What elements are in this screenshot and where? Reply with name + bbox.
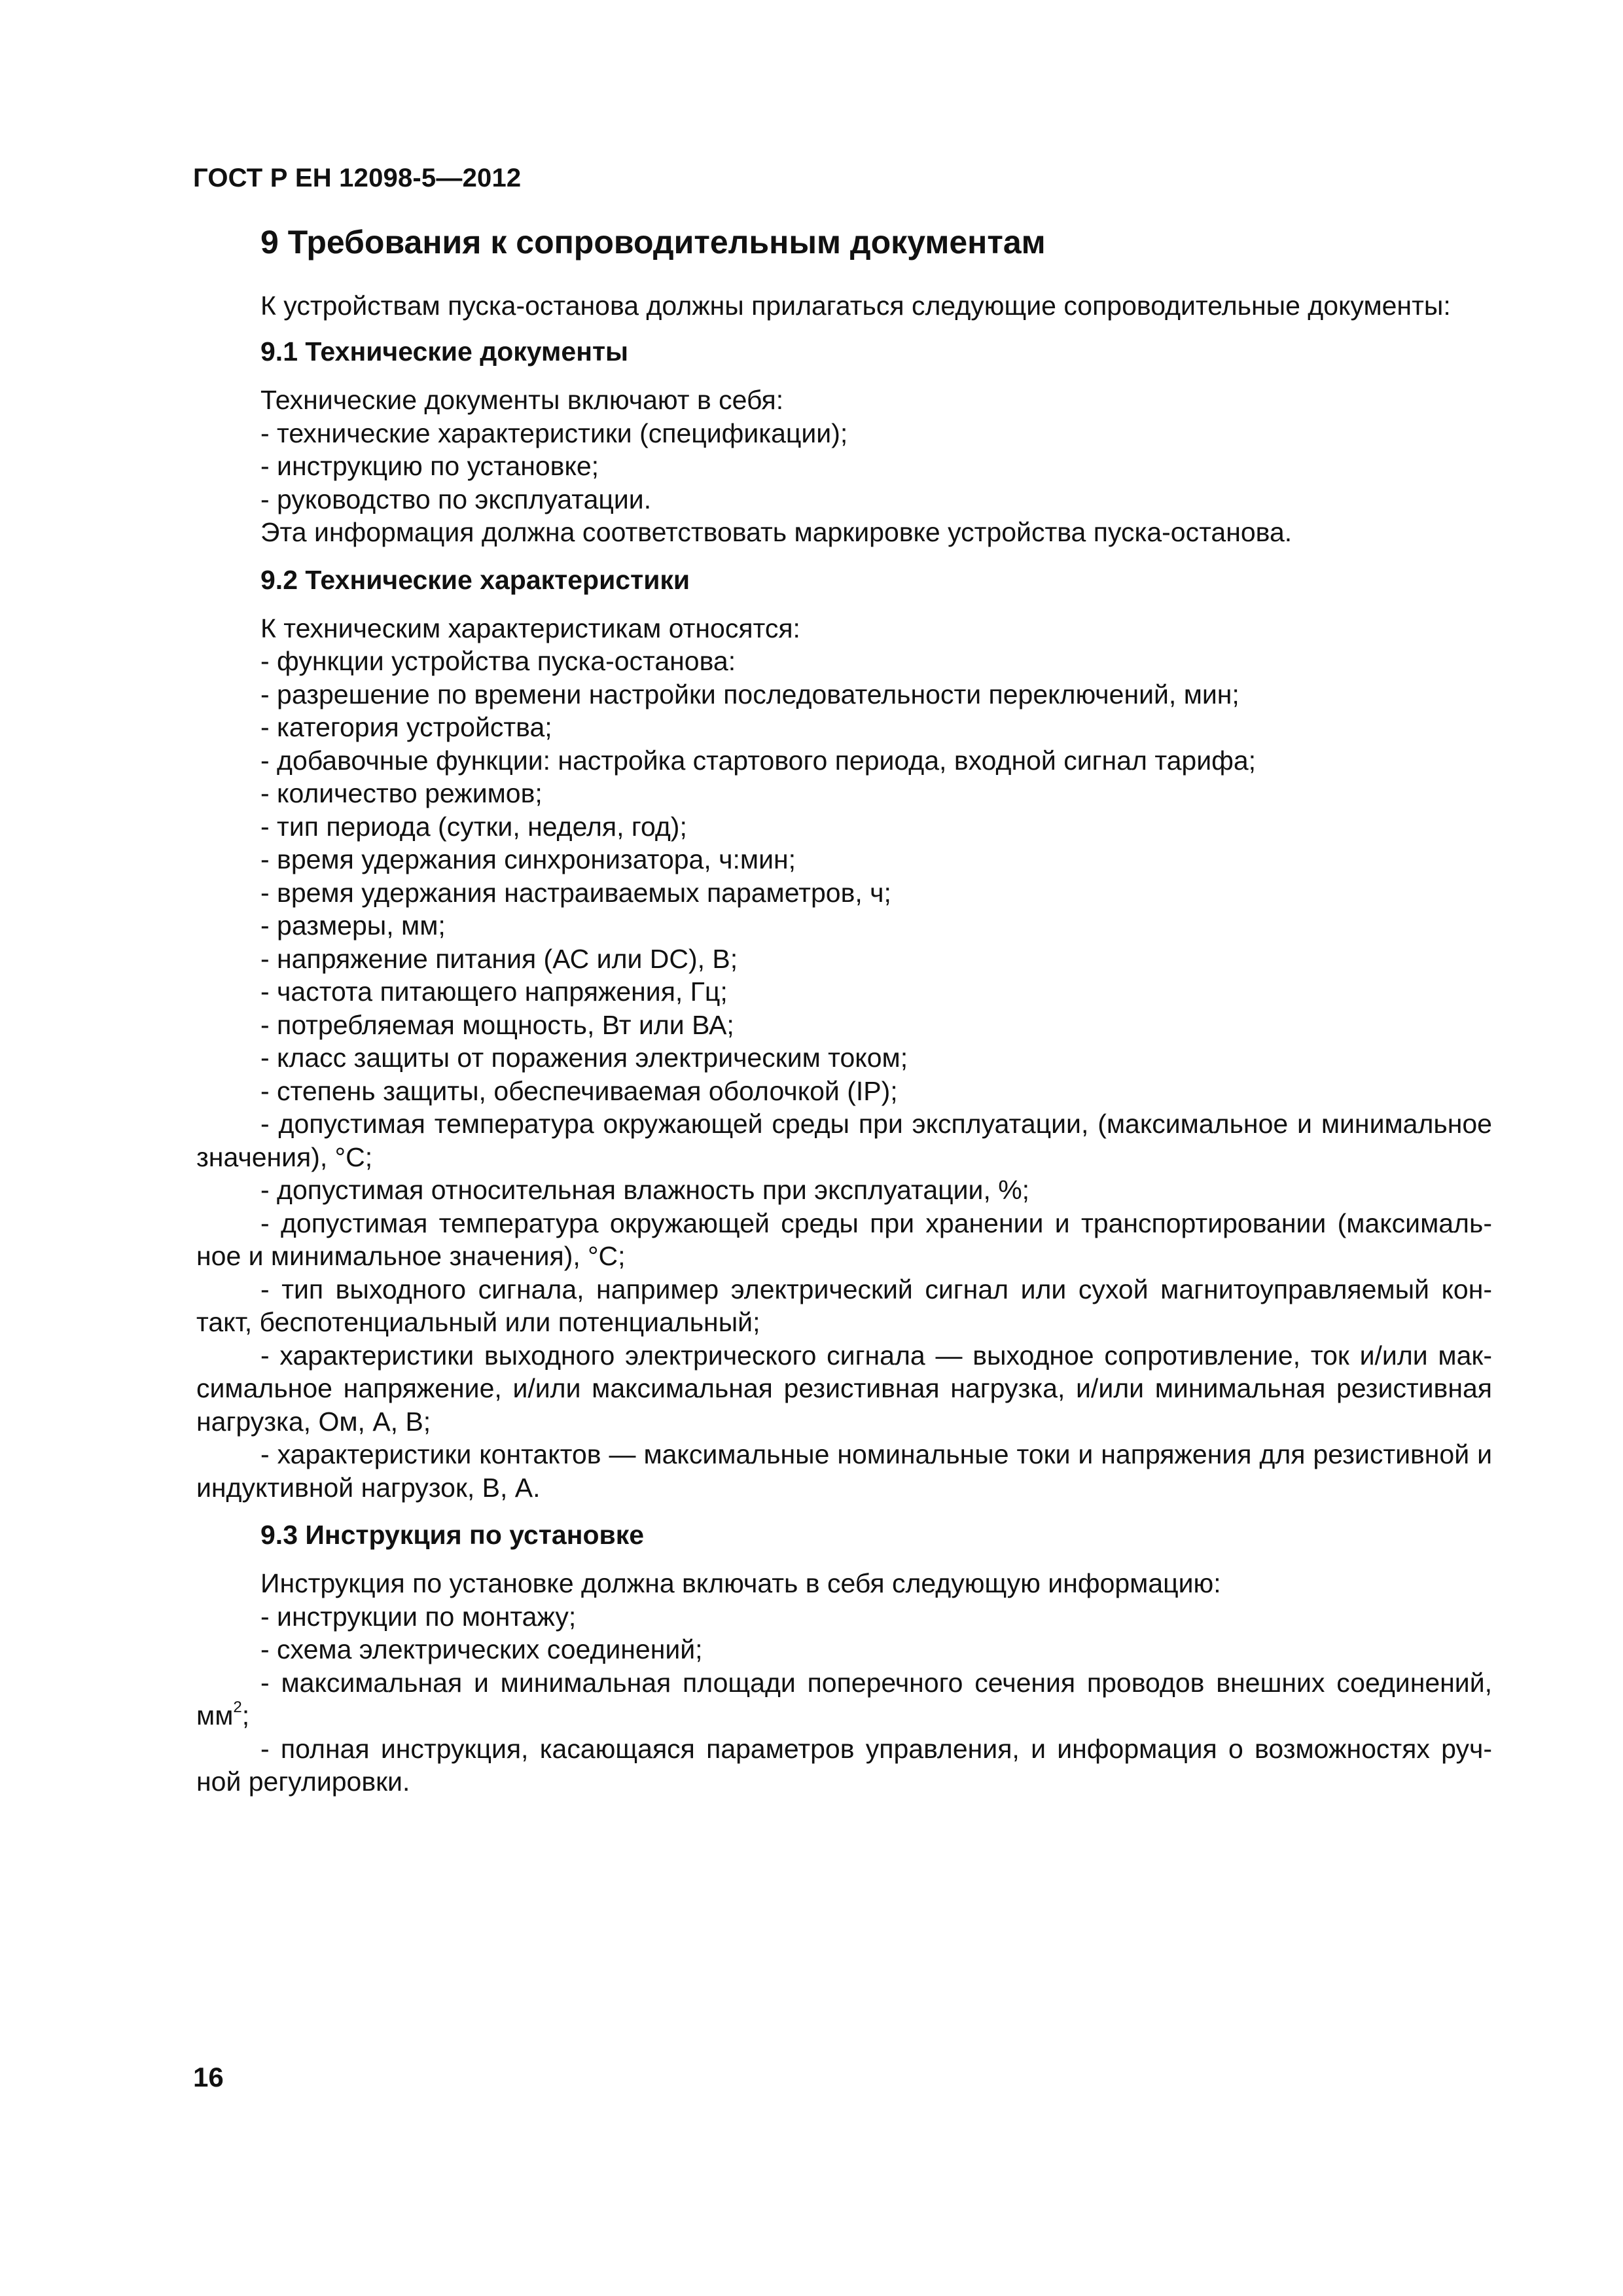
subsection-9-3-title: 9.3 Инструкция по установке: [260, 1520, 645, 1550]
list-item: - размеры, мм;: [260, 910, 446, 941]
list-item: - время удержания настраиваемых параметров, ч;: [260, 877, 891, 908]
list-item: - технические характеристики (спецификации);: [260, 418, 848, 448]
text-line: Технические документы включают в себя:: [260, 385, 784, 415]
list-paragraph: - тип выходного сигнала, например электрический сигнал или сухой магнитоуправляемый кон-такт, беспотенциальный или потенциальный;: [196, 1274, 1492, 1337]
area-text-tail: ;: [241, 1700, 250, 1731]
list-item: - инструкцию по установке;: [260, 451, 599, 481]
text-line: К техническим характеристикам относятся:: [260, 613, 800, 643]
list-item: - инструкции по монтажу;: [260, 1601, 577, 1632]
section-title: 9 Требования к сопроводительным документам: [260, 224, 1046, 260]
list-paragraph: - характеристики выходного электрического сигнала — выходное сопротивление, ток и/или мак-симальное напряжение, и/или максимальная резистивная нагрузка, и/или минимальная резистивная нагрузка, Ом, А, В;: [196, 1340, 1492, 1437]
list-paragraph: - допустимая температура окружающей среды при хранении и транспортировании (максималь-ное и минимальное значения), °С;: [196, 1208, 1492, 1271]
list-item: - схема электрических соединений;: [260, 1634, 703, 1664]
area-text: - максимальная и минимальная площади поперечного сечения проводов внешних соединений, мм: [196, 1667, 1492, 1731]
subsection-9-3-body: [196, 1567, 1492, 1799]
list-paragraph: - полная инструкция, касающаяся параметров управления, и информация о возможностях руч-ной регулировки.: [196, 1733, 1492, 1797]
list-item: - класс защиты от поражения электрическим током;: [260, 1043, 908, 1073]
list-item: - разрешение по времени настройки последовательности переключений, мин;: [260, 679, 1240, 709]
list-item: - добавочные функции: настройка стартового периода, входной сигнал тарифа;: [260, 745, 1257, 776]
list-item: - допустимая относительная влажность при эксплуатации, %;: [260, 1175, 1030, 1205]
superscript-2: 2: [233, 1698, 242, 1717]
list-item: - степень защиты, обеспечиваемая оболочкой (IP);: [260, 1075, 898, 1106]
list-item: - потребляемая мощность, Вт или ВА;: [260, 1009, 734, 1040]
list-item: - напряжение питания (АС или DC), В;: [260, 943, 738, 974]
list-paragraph: [196, 1666, 1492, 1732]
list-item: - функции устройства пуска-останова:: [260, 646, 736, 676]
list-paragraph: - характеристики контактов — максимальные номинальные токи и напряжения для резистивной и индуктивной нагрузок, В, А.: [196, 1439, 1492, 1503]
list-item: - время удержания синхронизатора, ч:мин;: [260, 844, 796, 874]
text-line: Эта информация должна соответствовать маркировке устройства пуска-останова.: [260, 517, 1293, 547]
subsection-9-1-body: [260, 384, 1492, 549]
list-item: - тип периода (сутки, неделя, год);: [260, 811, 687, 842]
subsection-9-2-title: 9.2 Технические характеристики: [260, 564, 690, 595]
document-code: ГОСТ Р ЕН 12098-5—2012: [193, 164, 522, 192]
list-paragraph: - допустимая температура окружающей среды при эксплуатации, (максимальное и минимальное значения), °С;: [196, 1109, 1492, 1172]
page-content: [196, 223, 1492, 1799]
list-item: - частота питающего напряжения, Гц;: [260, 977, 728, 1007]
section-intro: К устройствам пуска-останова должны прилагаться следующие сопроводительные документы:: [260, 291, 1451, 321]
list-item: - количество режимов;: [260, 778, 543, 808]
list-item: - руководство по эксплуатации.: [260, 484, 652, 514]
list-item: - категория устройства;: [260, 712, 552, 742]
subsection-9-1-title: 9.1 Технические документы: [260, 336, 629, 367]
page-number: 16: [193, 2062, 224, 2092]
text-line: Инструкция по установке должна включать в себя следующую информацию:: [260, 1568, 1221, 1598]
subsection-9-2-body: [196, 612, 1492, 1505]
